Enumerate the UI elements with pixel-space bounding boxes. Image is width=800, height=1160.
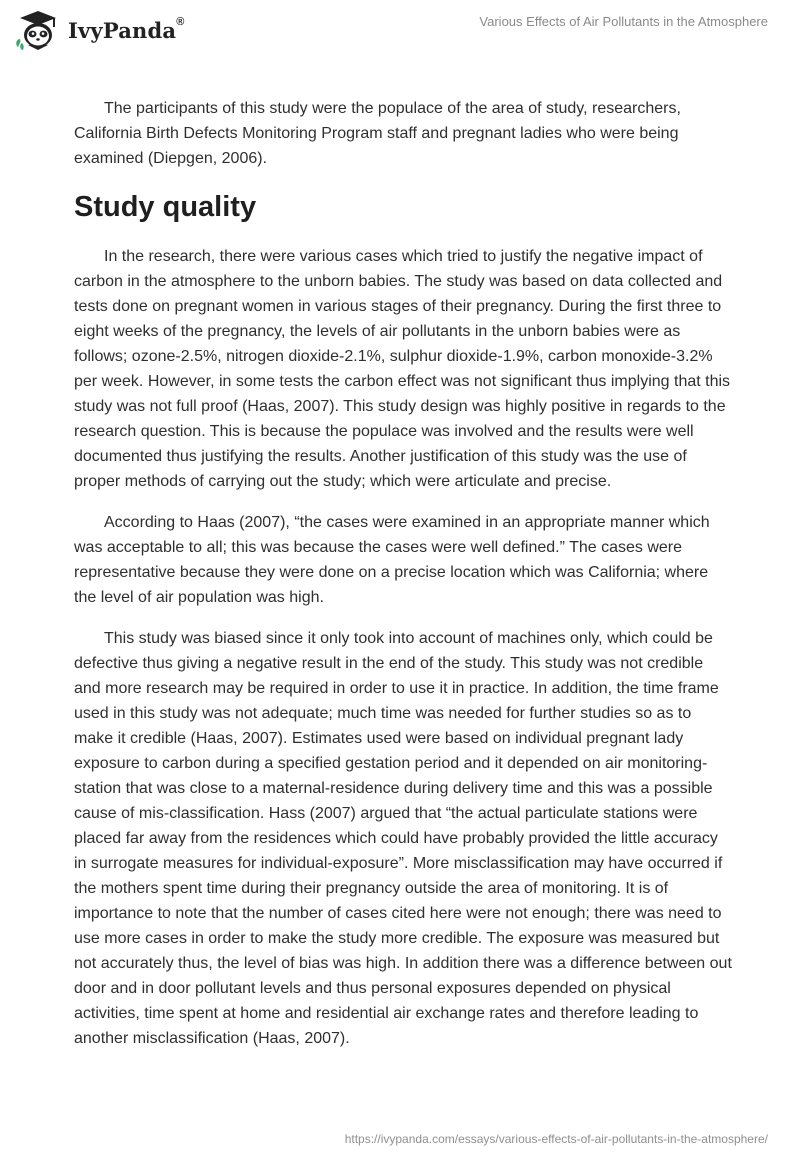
- paragraph-haas-cases: According to Haas (2007), “the cases were examined in an appropriate manner which was acceptable to all; this was because the cases were well defined.” The cases were representative because they were done on a precise location which was California; where the level of air population was high.: [74, 514, 710, 606]
- paragraph-participants: The participants of this study were the populace of the area of study, researchers, California Birth Defects Monitoring Program staff and pregnant ladies who were being examined (Diepgen, 2006).: [74, 100, 681, 167]
- essay-body: [74, 96, 734, 1067]
- paragraph-study-bias: This study was biased since it only took into account of machines only, which could be defective thus giving a negative result in the end of the study. This study was not credible and more research may be required in order to use it in practice. In addition, the time frame used in this study was not adequate; much time was needed for further studies so as to make it credible (Haas, 2007). Estimates used were based on individual pregnant lady exposure to carbon during a specified gestation period and it depended on air monitoring-station that was close to a maternal-residence during delivery time and this was a possible cause of mis-classification. Hass (2007) argued that “the actual particulate stations were placed far away from the residences which could have probably provided the little accuracy in surrogate measures for individual-exposure”. More misclassification may have occurred if the mothers spent time during their pregnancy outside the area of monitoring. It is of importance to note that the number of cases cited here were not enough; there was need to use more cases in order to make the study more credible. The exposure was measured but not accurately thus, the level of bias was high. In addition there was a difference between out door and in door pollutant levels and thus personal exposures depended on physical activities, time spent at home and residential air exchange rates and therefore leading to another misclassification (Haas, 2007).: [74, 630, 732, 1047]
- source-url[interactable]: https://ivypanda.com/essays/various-effects-of-air-pollutants-in-the-atmosphere/: [344, 1132, 768, 1146]
- document-title: Various Effects of Air Pollutants in the Atmosphere: [479, 14, 768, 29]
- ivypanda-logo[interactable]: [14, 9, 185, 51]
- brand-name: IvyPanda®: [68, 15, 185, 43]
- section-heading-study-quality: Study quality: [74, 191, 257, 223]
- page-header: [0, 0, 800, 60]
- panda-graduate-icon: [14, 9, 62, 51]
- paragraph-research-cases: In the research, there were various cases which tried to justify the negative impact of carbon in the atmosphere to the unborn babies. The study was based on data collected and tests done on pregnant women in various stages of their pregnancy. During the first three to eight weeks of the pregnancy, the levels of air pollutants in the unborn babies were as follows; ozone-2.5%, nitrogen dioxide-2.1%, sulphur dioxide-1.9%, carbon monoxide-3.2% per week. However, in some tests the carbon effect was not significant thus implying that this study was not full proof (Haas, 2007). This study design was highly positive in regards to the research question. This is because the populace was involved and the results were well documented thus justifying the results. Another justification of this study was the use of proper methods of carrying out the study; which were articulate and precise.: [74, 248, 731, 490]
